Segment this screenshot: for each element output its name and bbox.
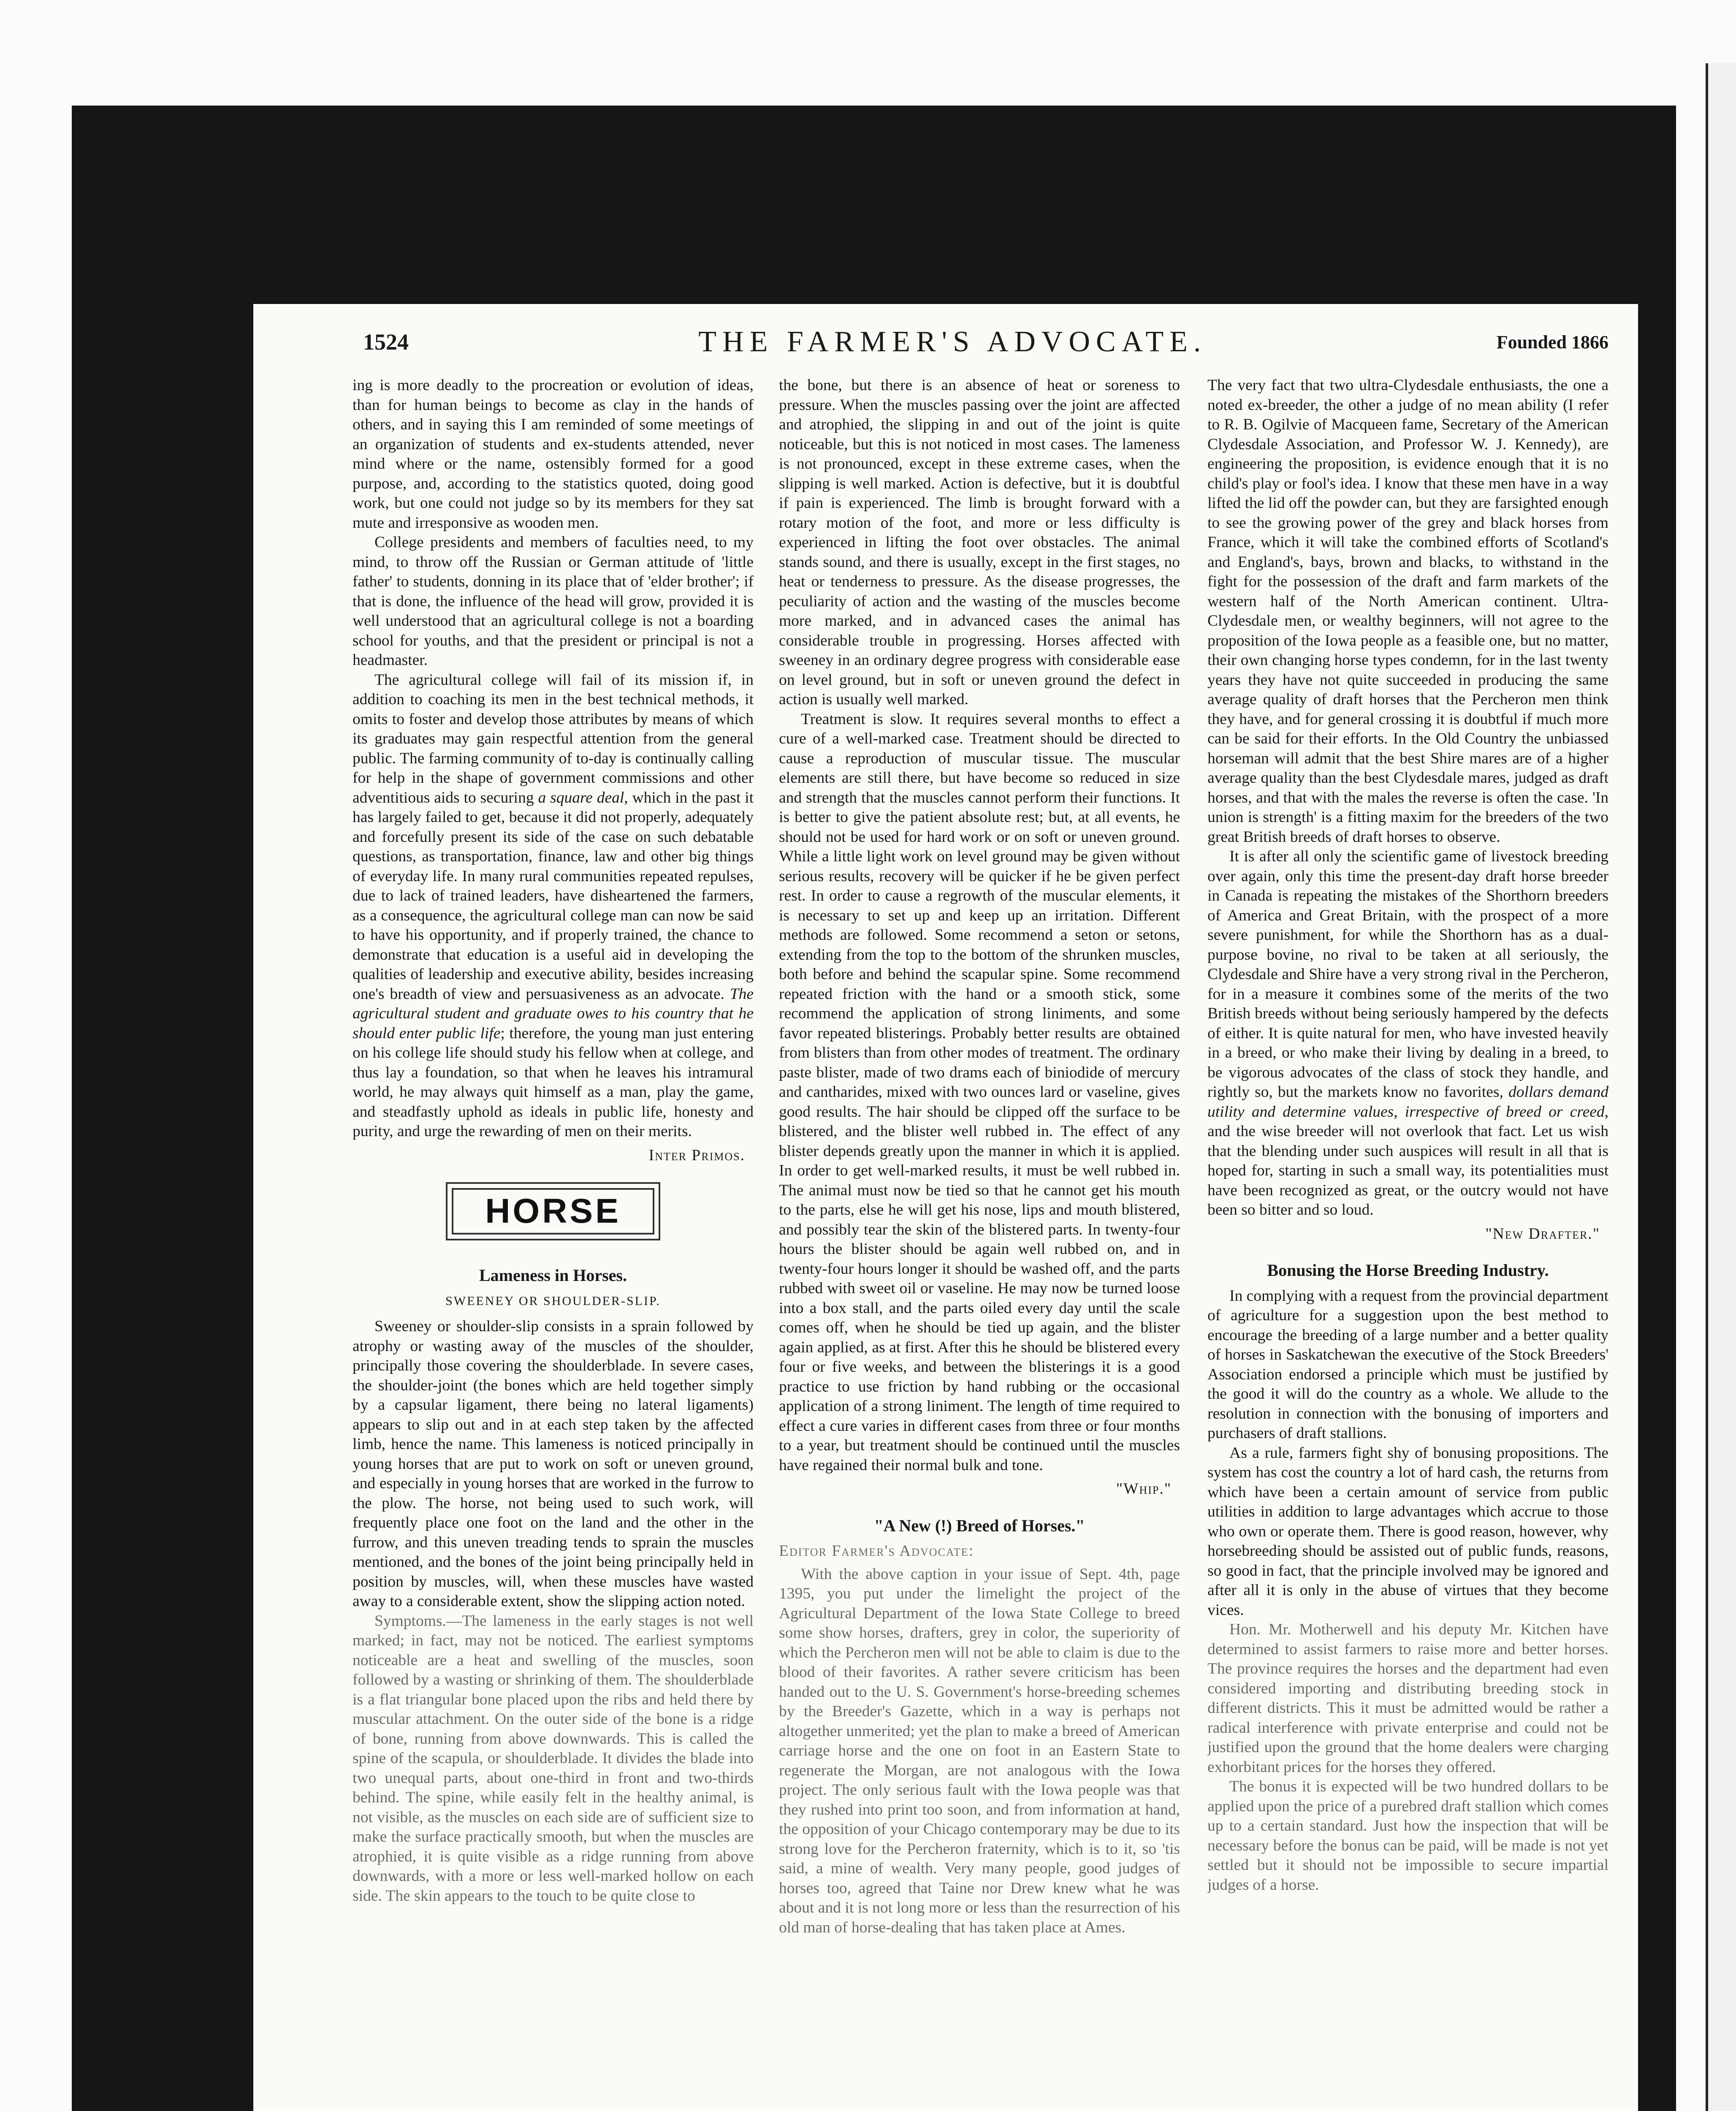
paragraph: The agricultural college will fail of its mission if, in addition to coaching its men in the best technical methods, it omits to foster and develop those attributes by means of which its graduates may gain respectful attention from the general public. The farming community of to-day is continually calling for help in the shape of government commissions and other adventitious aids to securing a square deal, which in the past it has largely failed to get, because it did not properly, adequately and forcefully present its side of the case on such debatable questions, as transportation, finance, law and other big things of everyday life. In many rural communities repeated repulses, due to lack of trained leaders, have disheartened the farmers, as a consequence, the agricultural college man can now be said to have his opportunity, and if properly trained, the chance to demonstrate that education is a useful aid in developing the qualities of leadership and executive ability, besides increasing one's breadth of view and persuasiveness as an advocate. The agricultural student and graduate owes to his country that he should enter public life; therefore, the young man just entering on his college life should study his fellow when at college, and thus lay a foundation, so that when he leaves his intramural world, he may always quit himself as a man, play the game, and steadfastly uphold as ideals in public life, honesty and purity, and urge the rewarding of men on their merits. — [353, 671, 754, 1140]
paragraph: With the above caption in your issue of Sept. 4th, page 1395, you put under the limelight the project of the Agricultural Department of the Iowa State College to breed some show horses, drafters, grey in color, the superiority of which the Percheron men will not be able to claim is due to the blood of their favorites. A rather severe criticism has been handed out to the U. S. Government's horse-breeding schemes by the Breeder's Gazette, which in a way is perhaps not altogether unmerited; yet the plan to make a breed of American carriage horse and the one on foot in an Eastern State to regenerate the Morgan, are not analogous with the Iowa project. The only serious fault with the Iowa people was that they rushed into print too soon, and from information at hand, the opposition of your Chicago contemporary may be due to its strong love for the Percheron fraternity, which is to it, so 'tis said, a mine of wealth. Very many people, good judges of horses too, agreed that Taine nor Drew knew what he was about and it is not long more or less than the resurrection of his old man of horse-dealing that has taken place at Ames. — [779, 1565, 1180, 1936]
masthead-title: THE FARMER'S ADVOCATE. — [698, 326, 1207, 358]
article-title: Lameness in Horses. — [479, 1266, 627, 1285]
paragraph: Hon. Mr. Motherwell and his deputy Mr. Kitchen have determined to assist farmers to raise more and better horses. The province requires the horses and the department had even considered importing and distributing breeding stock in different districts. This it must be admitted would be rather a radical interference with private enterprise and could not be justified upon the ground that the home dealers were charging exhorbitant prices for the horses they offered. — [1207, 1621, 1609, 1776]
paragraph: Treatment is slow. It requires several months to effect a cure of a well-marked case. Treatment should be directed to cause a reproduction of muscular tissue. The muscular elements are still there, but have become so reduced in size and strength that the muscles cannot perform their functions. It is better to give the patient absolute rest; but, at all events, he should not be used for hard work or on soft or uneven ground. While a little light work on level ground may be given without serious results, recovery will be quicker if he be given perfect rest. In order to cause a regrowth of the muscular elements, it is necessary to set up and keep up an irritation. Different methods are followed. Some recommend a seton or setons, extending from the top to the bottom of the shrunken muscles, both before and behind the scapular spine. Some recommend repeated friction with the hand or a smooth stick, some recommend the application of strong liniments, and some favor repeated blisterings. Probably better results are obtained from blisters than from other modes of treatment. The ordinary paste blister, made of two drams each of biniodide of mercury and cantharides, mixed with two ounces lard or vaseline, gives good results. The hair should be clipped off the surface to be blistered, and the blister well rubbed in. The effect of any blister depends greatly upon the manner in which it is applied. In order to get well-marked results, it must be well rubbed in. The animal must now be tied so that he cannot get his mouth to the parts, else he will get his nose, lips and mouth blistered, and possibly tear the skin of the blistered parts. In twenty-four hours the blister should be again well rubbed on, and in twenty-four hours longer it should be washed off, and the parts rubbed with sweet oil or vaseline. He may now be turned loose into a box stall, and the parts oiled every day until the scale comes off, when he should be tied up again, and the blister again applied, as at first. After this he should be blistered every four or five weeks, and between the blisterings it is a good practice to use friction by hand rubbing or the occasional application of a strong liniment. The length of time required to effect a cure varies in different cases from three or four months to a year, but treatment should be continued until the muscles have regained their normal bulk and tone. — [779, 710, 1180, 1474]
founded-label: Founded 1866 — [1496, 331, 1609, 353]
paragraph: Symptoms.—The lameness in the early stages is not well marked; in fact, may not be noticed. The earliest symptoms noticeable are a heat and swelling of the muscles, soon followed by a wasting or shrinking of them. The shoulderblade is a flat triangular bone placed upon the ribs and held there by muscular attachment. On the outer side of the bone is a ridge of bone, running from above downwards. This is called the spine of the scapula, or shoulderblade. It divides the blade into two unequal parts, about one-third in front and two-thirds behind. The spine, while easily felt in the healthy animal, is not visible, as the muscles on each side are of sufficient size to make the surface practically smooth, but when the muscles are atrophied, it is quite visible as a ridge running from above downwards, with a more or less well-marked hollow on each side. The skin appears to the touch to be quite close to — [353, 1612, 754, 1905]
paragraph: It is after all only the scientific game of livestock breeding over again, only this time the present-day draft horse breeder in Canada is repeating the mistakes of the Shorthorn breeders of America and Great Britain, with the prospect of a more severe punishment, for while the Shorthorn has as a dual-purpose bovine, no rival to be taken at all seriously, the Clydesdale and Shire have a very strong rival in the Percheron, for in a measure it combines some of the merits of the two British breeds without being seriously hampered by the defects of either. It is quite natural for men, who have invested heavily in a breed, or who make their living by dealing in a breed, to be vigorous advocates of the class of stock they handle, and rightly so, but the markets know no favorites, dollars demand utility and determine values, irrespective of breed or creed, and the wise breeder will not overlook that fact. Let us wish that the blending under such auspices will result in all that is hoped for, starting in such a small way, its potentialities must have been recognized as great, or the outcry would not have been so bitter and so loud. — [1207, 848, 1609, 1218]
paragraph: College presidents and members of faculties need, to my mind, to throw off the Russian or German attitude of 'little father' to students, donning in its place that of 'elder brother'; if that is done, the influence of the head will grow, provided it is well understood that an agricultural college is not a boarding school for youths, and that the president or principal is not a headmaster. — [353, 534, 754, 669]
editor-salutation: Editor Farmer's Advocate: — [779, 1542, 974, 1560]
signature: "New Drafter." — [1485, 1225, 1600, 1243]
page-header — [363, 321, 1609, 363]
scan-border-top — [72, 106, 1676, 304]
page-number: 1524 — [363, 329, 409, 355]
column-2 — [779, 376, 1180, 2111]
article-subtitle: SWEENEY OR SHOULDER-SLIP. — [445, 1294, 661, 1308]
article-title: "A New (!) Breed of Horses." — [874, 1516, 1085, 1535]
paragraph: The very fact that two ultra-Clydesdale enthusiasts, the one a noted ex-breeder, the other a judge of no mean ability (I refer to R. B. Ogilvie of Macqueen fame, Secretary of the American Clydesdale Association, and Professor W. J. Kennedy), are engineering the proposition, is evidence enough that it is no child's play or fool's idea. I know that these men have in a way lifted the lid off the powder can, but they are farsighted enough to see the growing power of the grey and black horses from France, which it will take the combined efforts of Scotland's and England's, bays, brown and blacks, to withstand in the fight for the possession of the draft and farm markets of the western half of the North American continent. Ultra-Clydesdale men, or wealthy beginners, will not agree to the proposition of the Iowa people as a feasible one, but no matter, their own changing horse types condemn, for in the last twenty years they have not quite succeeded in producing the same average quality of draft horses that the Percheron men think they have, and for general crossing it is doubtful if much more can be said for their efforts. In the Old Country the unbiassed horseman will admit that the best Shire mares are of a higher average quality than the best Clydesdale mares, judged as draft horses, and that with the males the reverse is often the case. 'In union is strength' is a fitting maxim for the breeders of the two great British breeds of draft horses to observe. — [1207, 377, 1609, 846]
scan-border-right — [1638, 106, 1676, 2111]
newspaper-page — [253, 304, 1638, 2111]
column-3 — [1207, 376, 1609, 2111]
signature: "Whip." — [1116, 1480, 1172, 1498]
paragraph: The bonus it is expected will be two hundred dollars to be applied upon the price of a purebred draft stallion which comes up to a certain standard. Just how the inspection that will be necessary before the bonus can be paid, will be made is not yet settled but it should not be impossible to secure impartial judges of a horse. — [1207, 1778, 1609, 1894]
paragraph: In complying with a request from the provincial department of agriculture for a suggestion upon the best method to encourage the breeding of a large number and a better quality of horses in Saskatchewan the executive of the Stock Breeders' Association endorsed a principle which must be justified by the good it will do the country as a whole. We allude to the resolution in connection with the bonusing of importers and purchasers of draft stallions. — [1207, 1287, 1609, 1442]
section-heading-box — [446, 1182, 660, 1240]
paragraph: ing is more deadly to the procreation or evolution of ideas, than for human beings to become as clay in the hands of others, and in saying this I am reminded of some meetings of an organization of students and ex-students attended, never mind where or the name, ostensibly formed for a good purpose, and, according to the statistics quoted, doing good work, but one could not judge so by its members for they sat mute and irresponsive as wooden men. — [353, 377, 754, 532]
adjacent-page-edge — [1706, 63, 1736, 2111]
signature: Inter Primos. — [648, 1146, 745, 1164]
article-title: Bonusing the Horse Breeding Industry. — [1267, 1261, 1549, 1280]
paragraph: As a rule, farmers fight shy of bonusing propositions. The system has cost the country a lot of hard cash, the returns from which have been a certain amount of service from public utilities in addition to large advantages which accrue to those who own or operate them. There is good reason, however, why horsebreeding should be assisted out of public funds, reasons, so good in fact, that the principle involved may be ignored and after all it is only in the abuse of virtues that they become vices. — [1207, 1444, 1609, 1619]
scan-border-left — [72, 106, 253, 2111]
section-heading: HORSE — [485, 1191, 621, 1230]
paragraph: the bone, but there is an absence of heat or soreness to pressure. When the muscles passing over the joint are affected and atrophied, the slipping in and out of the joint is quite noticeable, but this is not noticed in most cases. The lameness is not pronounced, except in these extreme cases, when the slipping is well marked. Action is defective, but it is doubtful if pain is experienced. The limb is brought forward with a rotary motion of the foot, and more or less difficulty is experienced in lifting the foot over obstacles. The animal stands sound, and there is usually, except in the first stages, no heat or tenderness to pressure. As the disease progresses, the peculiarity of action and the wasting of the muscles become more marked, and in advanced cases the animal has considerable trouble in progressing. Horses affected with sweeney in an ordinary degree progress with considerable ease on level ground, but in soft or uneven ground the defect in action is usually well marked. — [779, 377, 1180, 708]
column-1 — [353, 376, 754, 2111]
paragraph: Sweeney or shoulder-slip consists in a sprain followed by atrophy or wasting away of the muscles of the shoulder, principally those covering the shoulderblade. In severe cases, the shoulder-joint (the bones which are held together simply by a capsular ligament, there being no lateral ligaments) appears to slip out and in at each step taken by the affected limb, hence the name. This lameness is noticed principally in young horses that are put to work on soft or uneven ground, and especially in young horses that are worked in the furrow to the plow. The horse, not being used to such work, will frequently place one foot on the land and the other in the furrow, and this uneven treading tends to sprain the muscles mentioned, and the bones of the joint being principally held in position by muscles, will, when these muscles have wasted away to a considerable extent, show the slipping action noted. — [353, 1318, 754, 1610]
